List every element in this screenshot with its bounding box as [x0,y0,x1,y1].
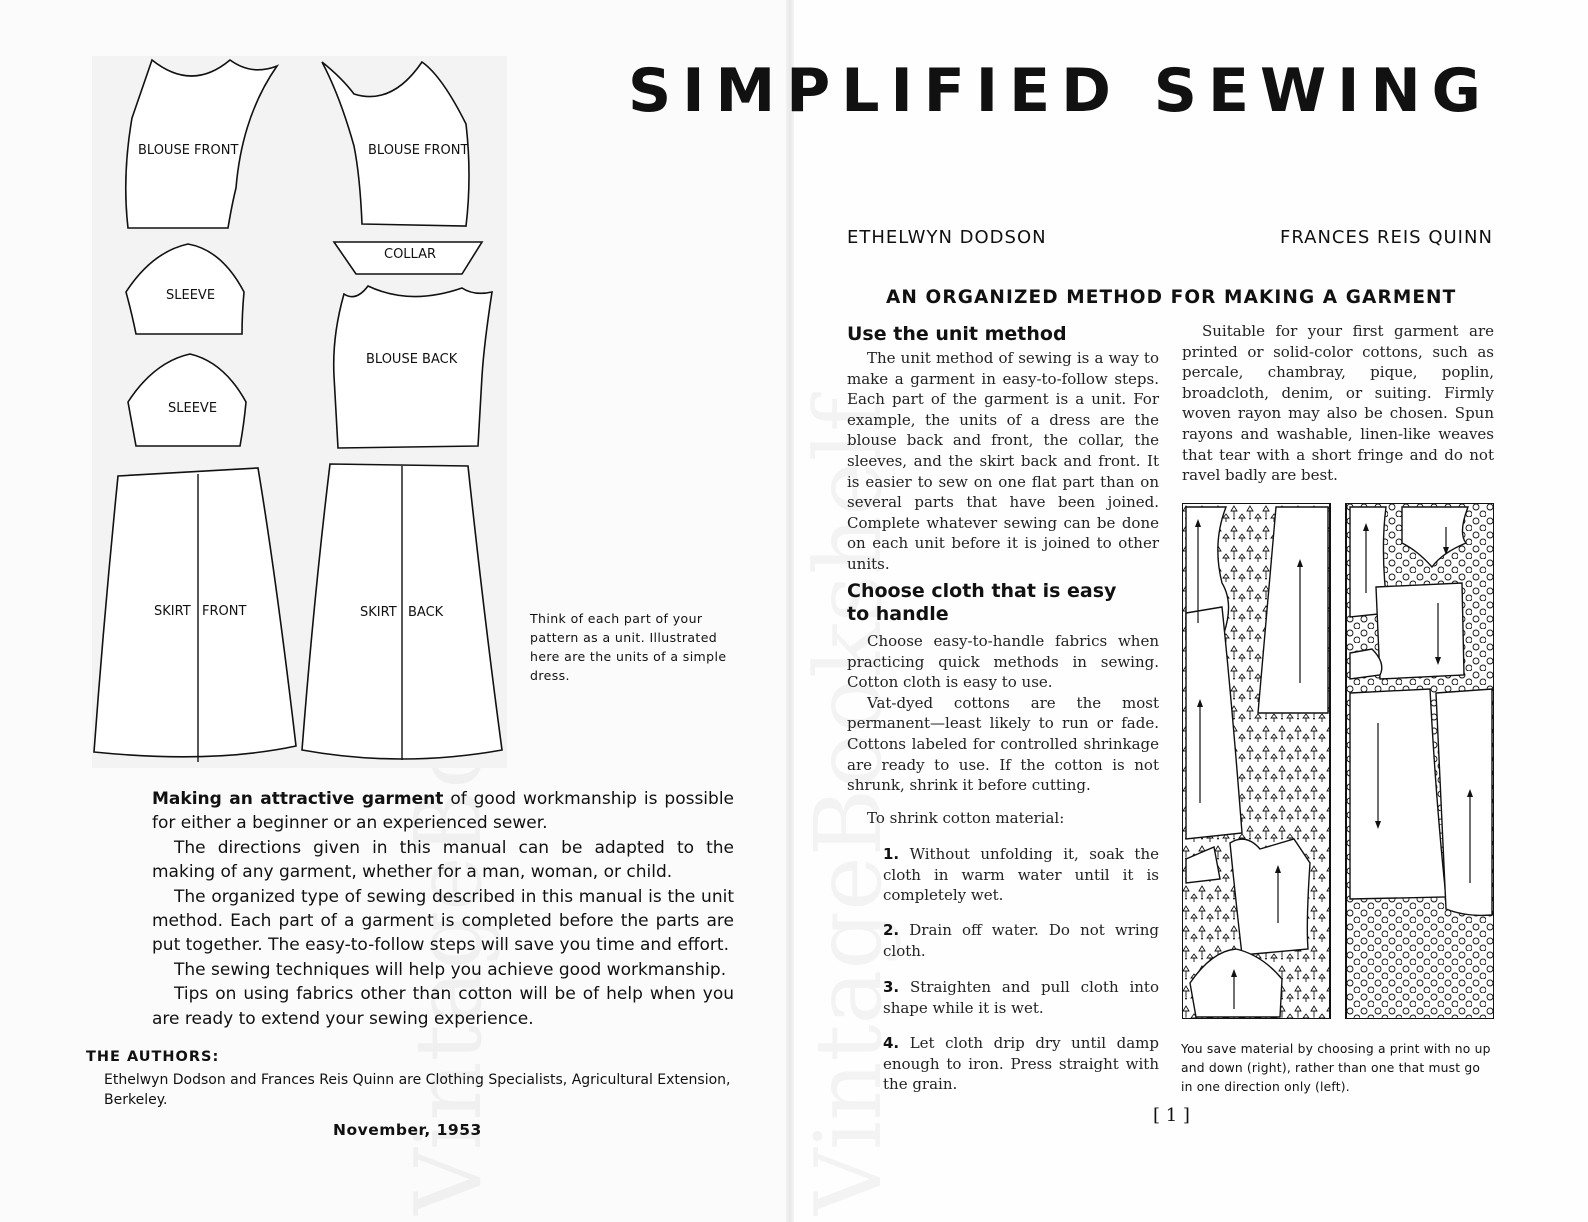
label-sleeve-lower: SLEEVE [168,401,218,416]
step-4-num: 4. [883,1034,900,1052]
label-skirt-front-2: FRONT [202,604,247,619]
section-heading: AN ORGANIZED METHOD FOR MAKING A GARMENT [886,287,1457,308]
page-number: [ 1 ] [1153,1105,1190,1126]
pattern-pieces-illustration [92,56,507,768]
intro-p5: Tips on using fabrics other than cotton will be of help when you are ready to extend your sewing experience. [152,984,734,1029]
step-2-text: Drain off water. Do not wring cloth. [883,921,1159,960]
label-skirt-back-2: BACK [408,605,444,620]
unit-method-text: The unit method of sewing is a way to make a garment in easy-to-follow steps. Each part of the garment is a unit. For example, the units of a dress are the blouse back and front, the collar, the sleeves, and the skirt back and front. It is easier to sew on one flat part than on several parts that have been joined. Complete whatever sewing can be done on each unit before it is joined to other units. [847,349,1159,573]
pattern-pieces-svg [92,56,507,768]
pattern-sleeve-lower [128,354,246,446]
step-4 [883,1033,1159,1095]
heading-choose-cloth-line1: Choose cloth that is easy [847,580,1117,602]
suitable-fabrics-block [1182,321,1494,486]
suitable-fabrics-text: Suitable for your first garment are printed or solid-color cottons, such as percale, chambray, pique, poplin, broadcloth, denim, or suiting. Firmly woven rayon may also be chosen. Spun rayons and washable, linen-like weaves that tear with a short fringe and do not ravel badly are best. [1182,322,1494,485]
pattern-caption: Think of each part of your pattern as a unit. Illustrated here are the units of a simple dress. [530,611,727,683]
intro-lead: Making an attractive garment [152,789,444,809]
intro-p1: of good workmanship is possible for either a beginner or an experienced sewer. [152,789,735,834]
step-2-num: 2. [883,921,900,939]
step-4-text: Let cloth drip dry until damp enough to iron. Press straight with the grain. [883,1034,1159,1093]
layout-caption: You save material by choosing a print with no up and down (right), rather than one that must go in one direction only (left). [1181,1042,1491,1094]
layout-one-direction [1182,503,1330,1019]
intro-p4: The sewing techniques will help you achieve good workmanship. [174,959,727,980]
step-3-num: 3. [883,978,900,996]
step-1-num: 1. [883,845,900,863]
intro-p3: The organized type of sewing described in this manual is the unit method. Each part of a garment is completed before the parts are put together. The easy-to-follow steps will save you time and effort. [152,886,734,956]
heading-choose-cloth [847,580,1116,626]
shrink-intro: To shrink cotton material: [867,808,1065,827]
layout-no-direction [1346,503,1494,1019]
label-sleeve-upper: SLEEVE [166,288,216,303]
fabric-layout-illustration [1182,503,1494,1019]
step-3 [883,977,1159,1018]
step-1 [883,844,1159,906]
label-blouse-front-left: BLOUSE FRONT [138,143,239,158]
label-skirt-back-1: SKIRT [360,605,397,620]
choose-cloth-text-block [847,631,1159,828]
publication-date: November, 1953 [333,1121,482,1139]
authors-text: Ethelwyn Dodson and Frances Reis Quinn are Clothing Specialists, Agricultural Extension, Berkeley. [104,1072,731,1108]
intro-text [152,787,734,1031]
authors-heading: THE AUTHORS: [86,1049,220,1065]
choose-cloth-p2: Vat-dyed cottons are the most permanent—least likely to run or fade. Cottons labeled for controlled shrinkage are ready to use. If the cotton is not shrunk, shrink it before cutting. [847,693,1159,795]
label-blouse-back: BLOUSE BACK [366,352,458,367]
choose-cloth-p1: Choose easy-to-handle fabrics when practicing quick methods in sewing. Cotton cloth is easy to use. [847,632,1159,692]
pattern-skirt-front [94,468,296,757]
step-1-text: Without unfolding it, soak the cloth in warm water until it is completely wet. [883,845,1159,904]
book-gutter [786,0,794,1222]
step-3-text: Straighten and pull cloth into shape while it is wet. [883,978,1159,1017]
pattern-blouse-back [334,286,492,448]
label-collar: COLLAR [384,247,437,262]
author-quinn: FRANCES REIS QUINN [1280,227,1493,248]
label-skirt-front-1: SKIRT [154,604,191,619]
heading-unit-method: Use the unit method [847,323,1067,345]
author-dodson: ETHELWYN DODSON [847,227,1047,248]
unit-method-text-block [847,348,1159,575]
label-blouse-front-right: BLOUSE FRONT [368,143,469,158]
intro-p2: The directions given in this manual can be adapted to the making of any garment, whether for a man, woman, or child. [152,837,734,883]
main-title: SIMPLIFIED SEWING [628,56,1492,126]
heading-choose-cloth-line2: to handle [847,603,949,625]
step-2 [883,920,1159,961]
